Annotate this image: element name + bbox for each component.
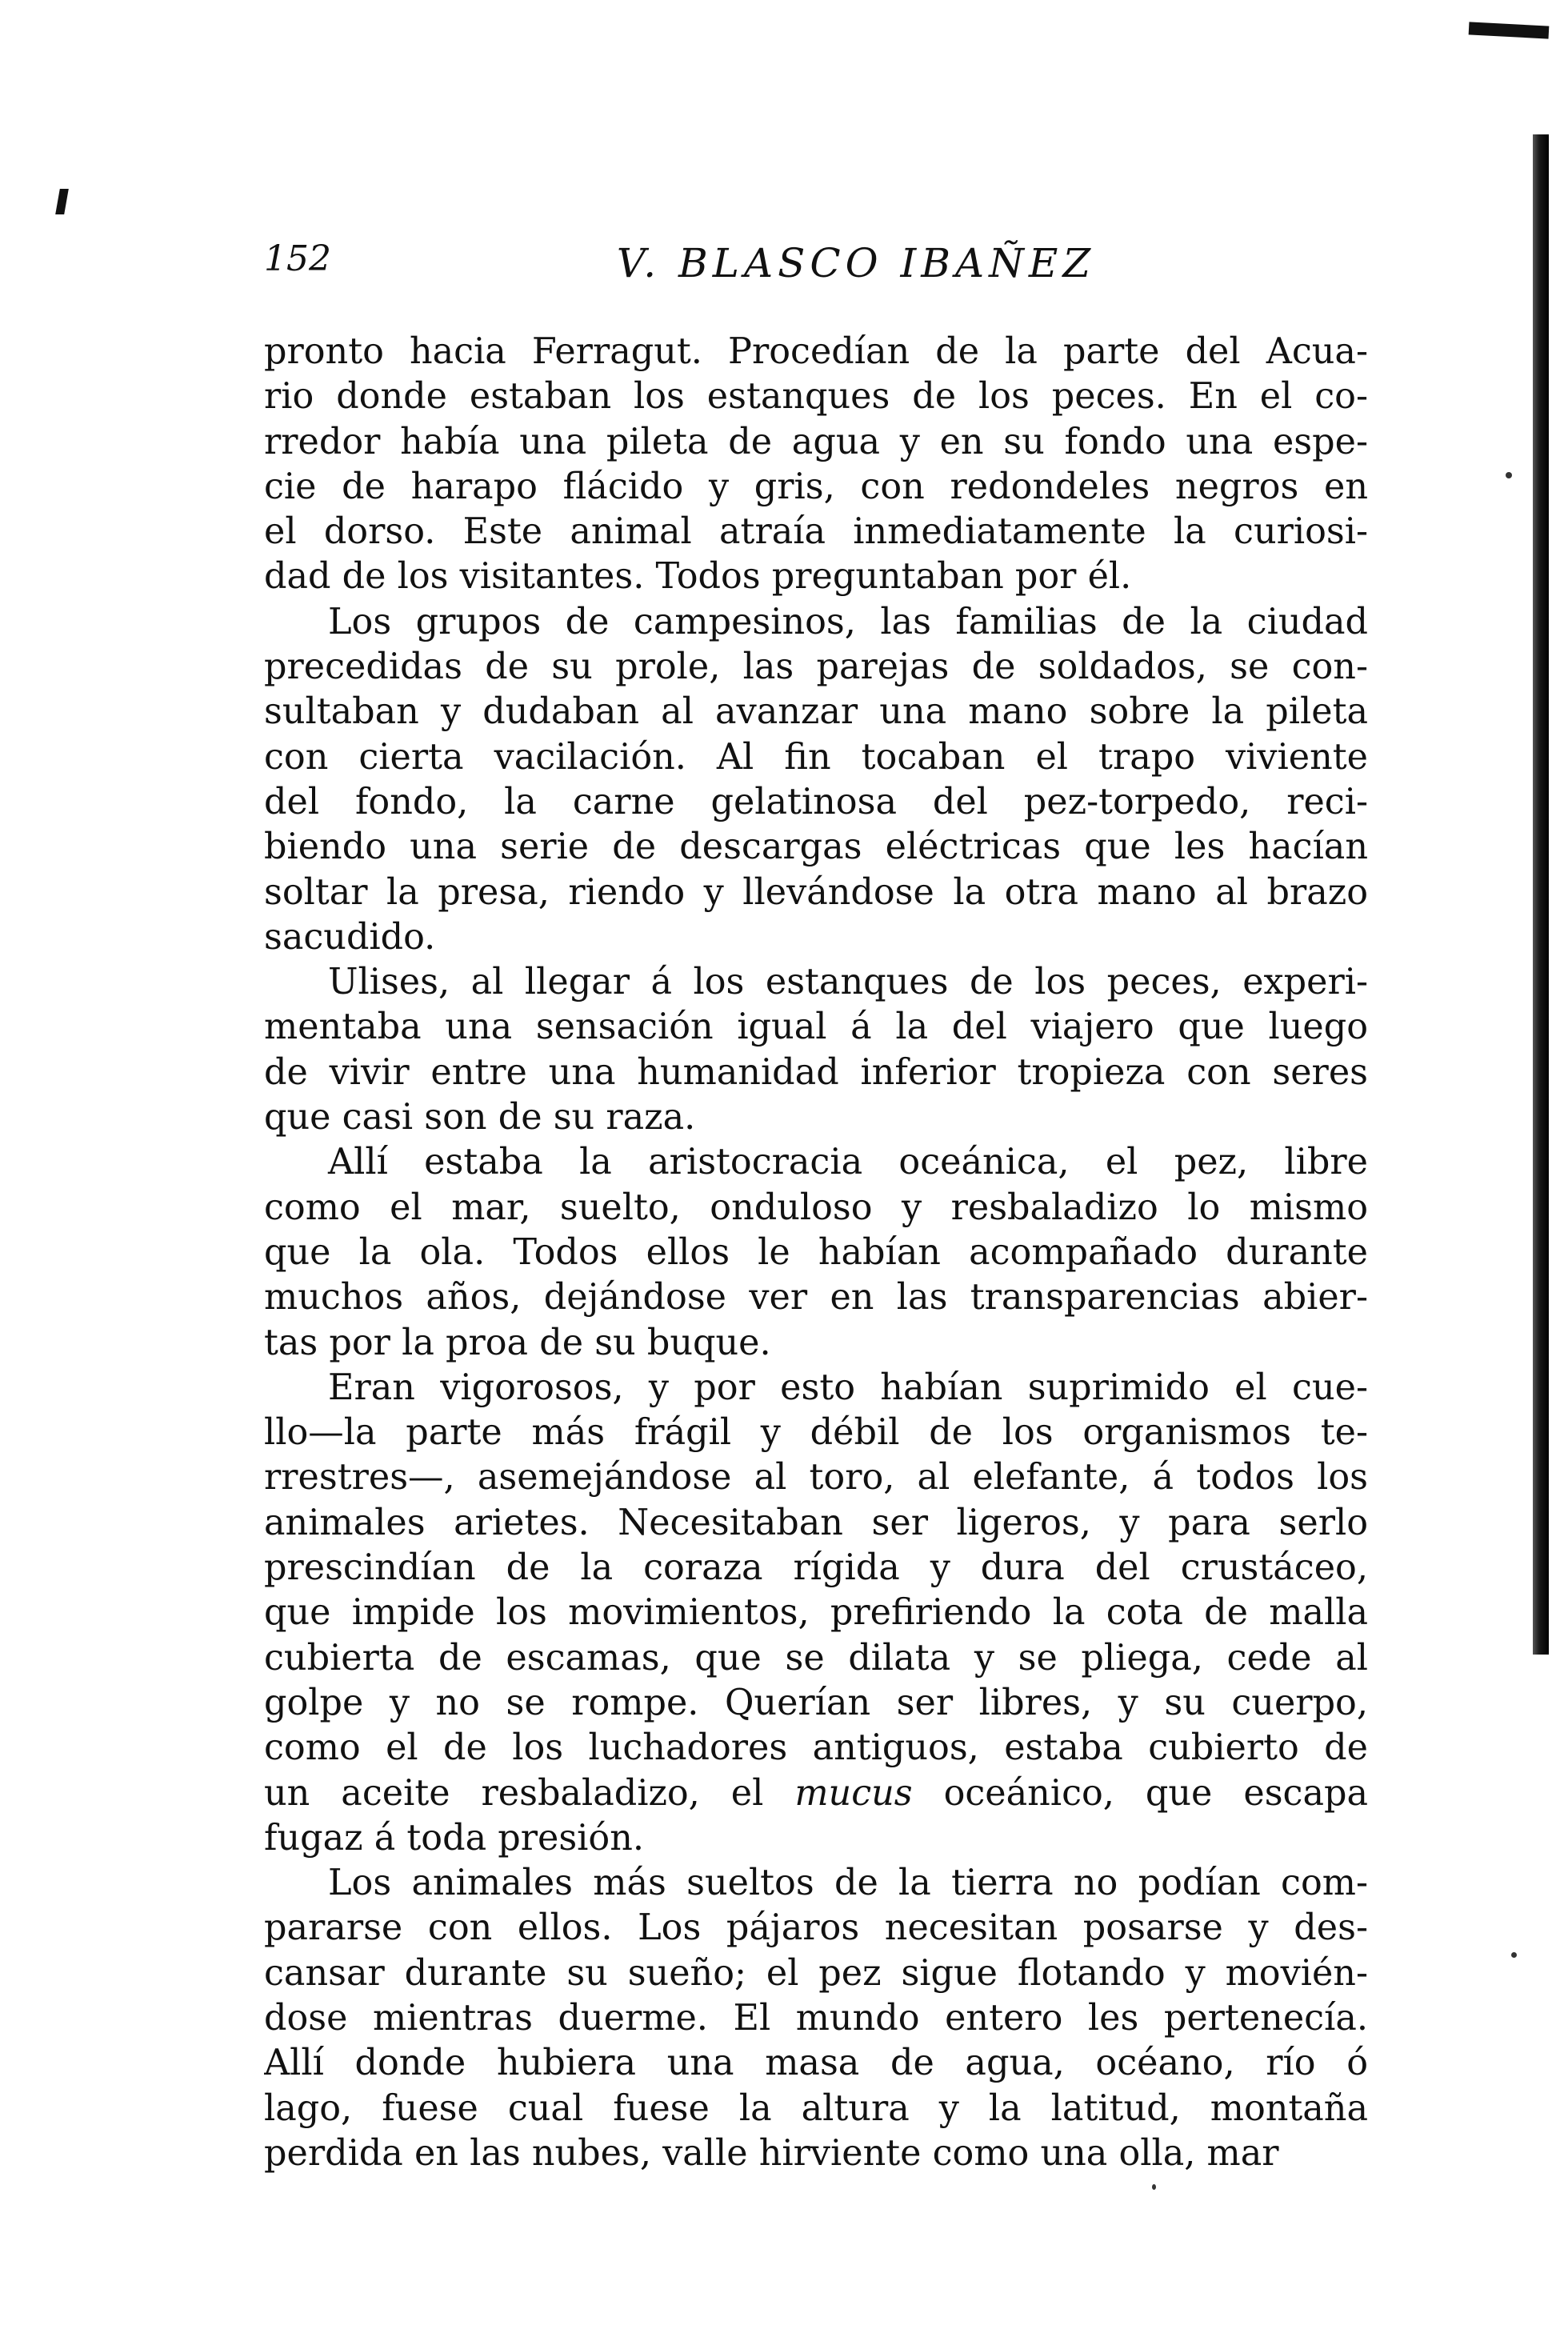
text-line: cubierta de escamas, que se dilata y se pliega, cede al [264,1637,1368,1679]
text-line: rredor había una pileta de agua y en su fondo una espe- [264,421,1368,462]
scan-speck [1506,472,1512,478]
text-line: cie de harapo flácido y gris, con redondeles negros en [264,466,1368,507]
text-line: sultaban y dudaban al avanzar una mano sobre la pileta [264,691,1368,733]
text-line: fugaz á toda presión. [264,1817,645,1859]
scan-speck [1152,2184,1156,2190]
text-line: con cierta vacilación. Al fin tocaban el trapo viviente [264,736,1368,778]
text-line: Los animales más sueltos de la tierra no podían com- [328,1863,1368,1904]
italic-term: mucus [794,1772,913,1814]
text-line: prescindían de la coraza rígida y dura del crustáceo, [264,1547,1368,1589]
text-line: que la ola. Todos ellos le habían acompañado durante [264,1231,1368,1273]
text-line: dad de los visitantes. Todos preguntaban por él. [264,556,1132,598]
text-line: que impide los movimientos, prefiriendo la cota de malla [264,1592,1368,1634]
text-line: animales arietes. Necesitaban ser ligeros, y para serlo [264,1502,1368,1543]
body-text [264,330,1368,2176]
page-header [264,232,1368,296]
text-line: soltar la presa, riendo y llevándose la otra mano al brazo [264,871,1368,913]
text-line: el dorso. Este animal atraía inmediatamente la curiosi- [264,511,1368,553]
text-line: rio donde estaban los estanques de los peces. En el co- [264,376,1368,418]
text-line: lago, fuese cual fuese la altura y la latitud, montaña [264,2087,1368,2129]
paragraph [264,1366,1368,1861]
text-line: de vivir entre una humanidad inferior tropieza con seres [264,1051,1368,1093]
text-line: muchos años, dejándose ver en las transparencias abier- [264,1277,1368,1319]
text-line: mentaba una sensación igual á la del viajero que luego [264,1006,1368,1048]
text-line: biendo una serie de descargas eléctricas que les hacían [264,826,1368,868]
text-line: Allí estaba la aristocracia oceánica, el pez, libre [328,1142,1368,1183]
text-line: pararse con ellos. Los pájaros necesitan posarse y des- [264,1907,1368,1949]
scan-edge-top [1469,22,1550,38]
paragraph [264,1861,1368,2176]
text-line: tas por la proa de su buque. [264,1322,771,1363]
paragraph [264,960,1368,1140]
scan-speck [1511,1952,1517,1958]
paragraph [264,600,1368,960]
scan-mark [55,189,69,214]
text-line: rrestres—, asemejándose al toro, al elefante, á todos los [264,1457,1368,1499]
text-line: un aceite resbaladizo, el mucus oceánico, que escapa [264,1772,1368,1814]
text-line: del fondo, la carne gelatinosa del pez-torpedo, reci- [264,781,1368,822]
text-line: como el mar, suelto, onduloso y resbaladizo lo mismo [264,1187,1368,1228]
running-title: V. BLASCO IBAÑEZ [616,240,1096,286]
text-line: Eran vigorosos, y por esto habían suprimido el cue- [328,1367,1368,1408]
text-line: que casi son de su raza. [264,1097,696,1138]
text-line: dose mientras duerme. El mundo entero les pertenecía. [264,1997,1368,2039]
text-line: precedidas de su prole, las parejas de soldados, se con- [264,646,1368,688]
scan-edge-bar [1533,134,1549,1655]
text-line: sacudido. [264,916,436,958]
paragraph [264,330,1368,600]
text-line: perdida en las nubes, valle hirviente como una olla, mar [264,2132,1279,2174]
text-line: como el de los luchadores antiguos, estaba cubierto de [264,1727,1368,1769]
text-line: cansar durante su sueño; el pez sigue flotando y movién- [264,1952,1368,1994]
text-line: golpe y no se rompe. Querían ser libres, y su cuerpo, [264,1682,1368,1723]
paragraph [264,1140,1368,1365]
text-line: Allí donde hubiera una masa de agua, océano, río ó [264,2043,1368,2084]
text-line: pronto hacia Ferragut. Procedían de la parte del Acua- [264,331,1368,372]
page-number: 152 [264,238,331,279]
text-line: Los grupos de campesinos, las familias de la ciudad [328,601,1368,642]
text-line: Ulises, al llegar á los estanques de los peces, experi- [328,962,1368,1003]
text-line: llo—la parte más frágil y débil de los organismos te- [264,1412,1368,1454]
